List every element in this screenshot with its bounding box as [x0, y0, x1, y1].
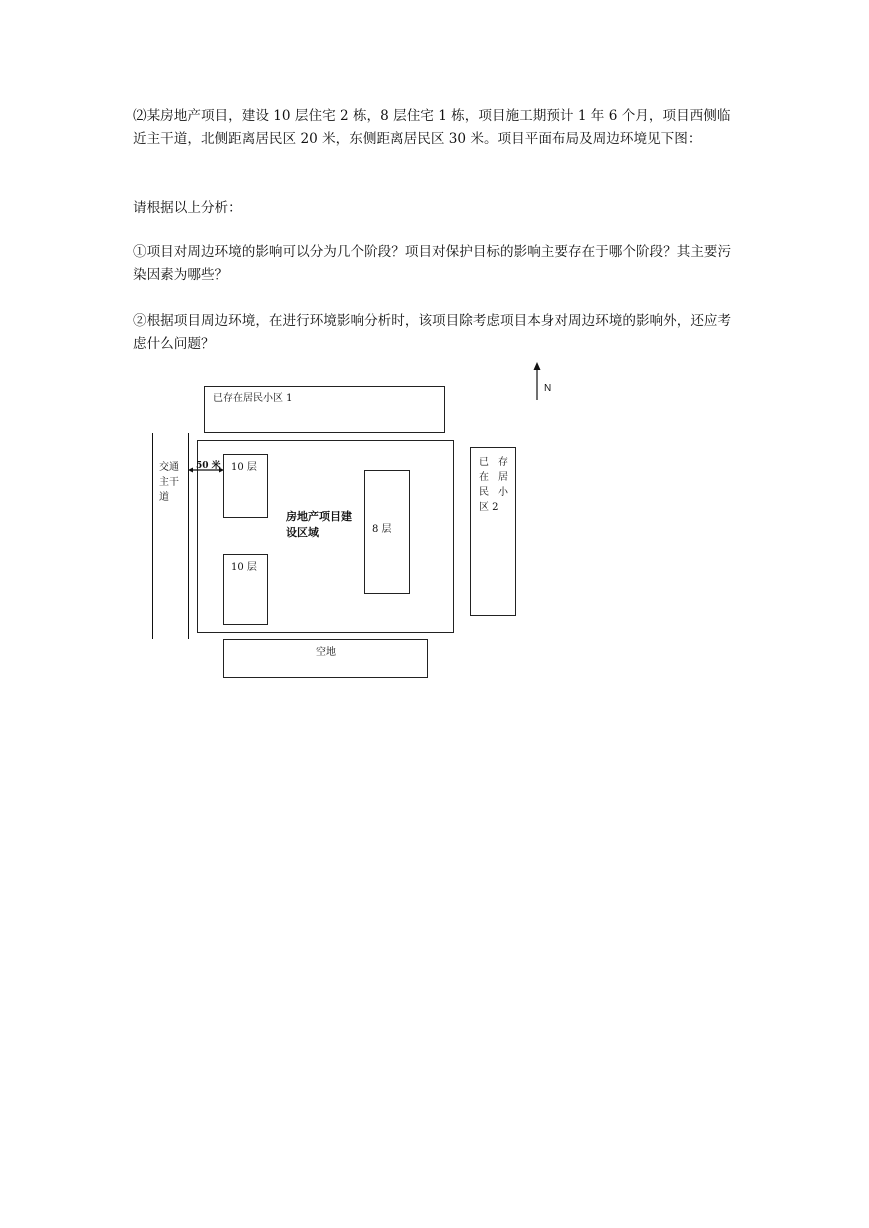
building-10f-north-label: 10 层	[231, 462, 257, 473]
project-area-label: 房地产项目建 设区域	[286, 510, 352, 539]
road-line-east	[188, 433, 189, 639]
north-arrow-icon	[531, 362, 543, 402]
residential-area-2-label-col1: 已 在 民 区 2	[479, 457, 499, 513]
road-line-west	[152, 433, 153, 639]
question-1: ①项目对周边环境的影响可以分为几个阶段？项目对保护目标的影响主要存在于哪个阶段？其主要污染因素为哪些？	[133, 244, 732, 283]
question-intro: ⑵某房地产项目，建设 10 层住宅 2 栋，8 层住宅 1 栋，项目施工期预计 1 年 6 个月，项目西侧临近主干道，北侧距离居民区 20 米，东侧距离居民区 30 米。项目平面布局及周边环境见下图：	[133, 108, 731, 147]
empty-land-label: 空地	[316, 647, 336, 658]
building-8f-label: 8 层	[372, 524, 392, 535]
question-prompt: 请根据以上分析：	[133, 200, 242, 216]
residential-area-1-label: 已存在居民小区 1	[213, 393, 293, 404]
residential-area-2-label-col2: 存 居 小	[498, 457, 508, 498]
empty-land	[223, 639, 428, 678]
residential-area-1	[204, 386, 445, 433]
distance-label: 50 米	[196, 461, 221, 471]
building-10f-south	[223, 554, 268, 625]
residential-area-2	[470, 447, 516, 616]
road-label: 交通 主干 道	[159, 462, 179, 503]
question-2: ②根据项目周边环境，在进行环境影响分析时，该项目除考虑项目本身对周边环境的影响外，还应考虑什么问题？	[133, 313, 732, 352]
building-10f-south-label: 10 层	[231, 562, 257, 573]
building-8f	[364, 470, 410, 594]
building-10f-north	[223, 454, 268, 518]
north-label: N	[544, 383, 552, 394]
